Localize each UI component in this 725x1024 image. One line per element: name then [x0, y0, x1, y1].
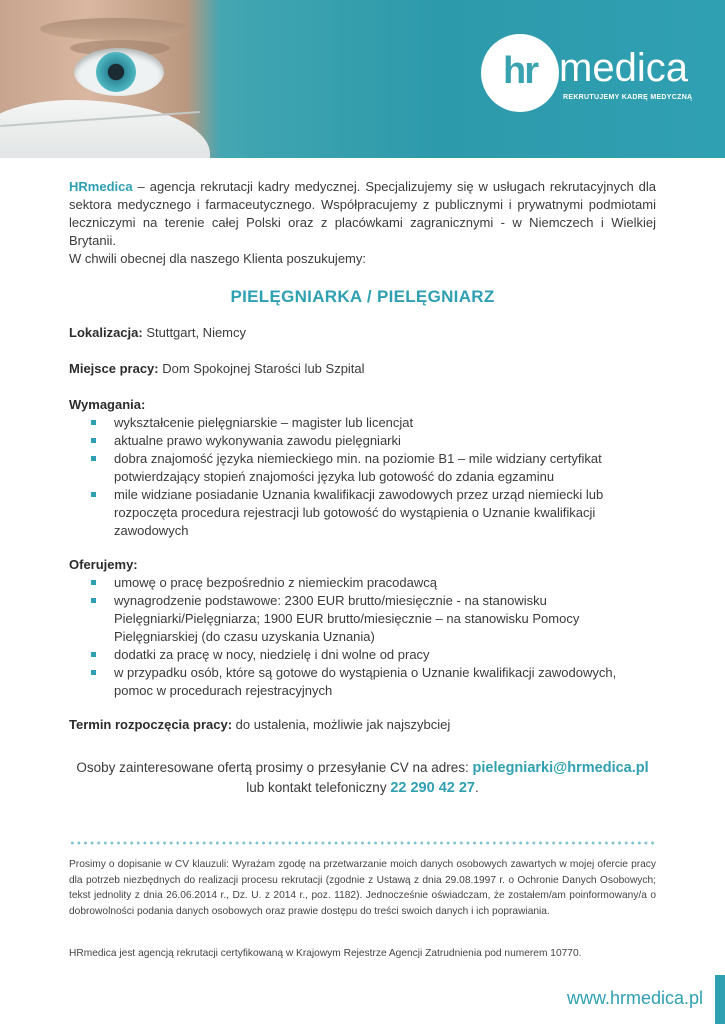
- intro-brand: HRmedica: [69, 179, 133, 194]
- offer-list: [90, 574, 656, 700]
- dotted-divider: [69, 840, 656, 846]
- job-title: PIELĘGNIARKA / PIELĘGNIARZ: [230, 287, 495, 306]
- intro-text: – agencja rekrutacji kadry medycznej. Specjalizujemy się w usługach rekrutacyjnych dla sektora medycznego i farmaceutycznego. Współpracujemy z publicznymi i prywatnymi podmiotami leczniczymi na terenie całej Polski oraz z placówkami zagranicznymi - w Niemczech i Wielkiej Brytanii.: [69, 179, 656, 248]
- contact-phone[interactable]: 22 290 42 27: [390, 780, 475, 796]
- contact-line-phone: [69, 778, 656, 798]
- location-label: Lokalizacja:: [69, 325, 143, 340]
- start-line: [69, 716, 656, 734]
- surgical-mask-shape: [0, 100, 210, 158]
- contact-line-email: [69, 758, 656, 778]
- logo-wordmark: medica: [559, 46, 688, 90]
- header-photo: [0, 0, 220, 158]
- logo-hr: hr: [503, 49, 537, 92]
- list-item: dodatki za pracę w nocy, niedzielę i dni wolne od pracy: [90, 646, 656, 664]
- contact-text-2: lub kontakt telefoniczny: [246, 780, 391, 795]
- start-label: Termin rozpoczęcia pracy:: [69, 717, 233, 732]
- workplace-line: [69, 360, 656, 378]
- workplace-label: Miejsce pracy:: [69, 361, 159, 376]
- certification-note: HRmedica jest agencją rekrutacji certyfikowaną w Krajowym Rejestrze Agencji Zatrudnienia pod numerem 10770.: [69, 948, 582, 959]
- intro-paragraph: [69, 178, 656, 250]
- header-banner: [0, 0, 725, 158]
- start-value: do ustalenia, możliwie jak najszybciej: [232, 717, 451, 732]
- list-item: umowę o pracę bezpośrednio z niemieckim pracodawcą: [90, 574, 656, 592]
- intro-lead: W chwili obecnej dla naszego Klienta poszukujemy:: [69, 251, 366, 266]
- accent-side-bar: [715, 975, 725, 1024]
- consent-clause: Prosimy o dopisanie w CV klauzuli: Wyrażam zgodę na przetwarzanie moich danych osobowych zawartych w mojej ofercie pracy dla potrzeb niezbędnych do realizacji procesu rekrutacji (zgodnie z Ustawą z dnia 29.08.1997 r. o Ochronie Danych Osobowych; tekst jednolity z dnia 26.06.2014 r., Dz. U. z 2014 r., poz. 1182). Jednocześnie oświadczam, że zostałem/am poinformowany/a o dobrowolności podania danych osobowych oraz prawie dostępu do treści swoich danych i ich poprawiania.: [69, 859, 656, 917]
- list-item: w przypadku osób, które są gotowe do wystąpienia o Uznanie kwalifikacji zawodowych, pomoc w procedurach rejestracyjnych: [90, 664, 656, 700]
- contact-email-link[interactable]: pielegniarki@hrmedica.pl: [472, 760, 649, 776]
- location-value: Stuttgart, Niemcy: [142, 325, 247, 340]
- list-item: mile widziane posiadanie Uznania kwalifikacji zawodowych przez urząd niemiecki lub rozpoczęta procedura rejestracji lub gotowość do wystąpienia o Uznanie kwalifikacji zawodowych: [90, 486, 656, 540]
- job-ad-body: [69, 178, 656, 798]
- list-item: wykształcenie pielęgniarskie – magister lub licencjat: [90, 414, 656, 432]
- offer-label: Oferujemy:: [69, 557, 138, 572]
- website-link[interactable]: www.hrmedica.pl: [566, 988, 703, 1008]
- list-item: wynagrodzenie podstawowe: 2300 EUR brutto/miesięcznie - na stanowisku Pielęgniarki/Pielęgniarza; 1900 EUR brutto/miesięcznie – na stanowisku Pomocy Pielęgniarskiej (do czasu uzyskania Uznania): [90, 592, 656, 646]
- logo-tagline: REKRUTUJEMY KADRĘ MEDYCZNĄ: [563, 94, 693, 101]
- logo-circle: [481, 34, 559, 112]
- requirements-label: Wymagania:: [69, 397, 146, 412]
- list-item: aktualne prawo wykonywania zawodu pielęgniarki: [90, 432, 656, 450]
- eyebrow-shape: [40, 18, 190, 40]
- requirements-list: [90, 414, 656, 540]
- contact-end: .: [475, 780, 479, 795]
- contact-text-1: Osoby zainteresowane ofertą prosimy o przesyłanie CV na adres:: [76, 760, 473, 775]
- workplace-value: Dom Spokojnej Starości lub Szpital: [158, 361, 365, 376]
- requirements-section: [69, 396, 656, 540]
- contact-block: [69, 758, 656, 798]
- list-item: dobra znajomość języka niemieckiego min. na poziomie B1 – mile widziany certyfikat potwierdzający stopień znajomości języka lub gotowość do zdania egzaminu: [90, 450, 656, 486]
- iris-shape: [96, 52, 136, 92]
- offer-section: [69, 556, 656, 700]
- location-line: [69, 324, 656, 342]
